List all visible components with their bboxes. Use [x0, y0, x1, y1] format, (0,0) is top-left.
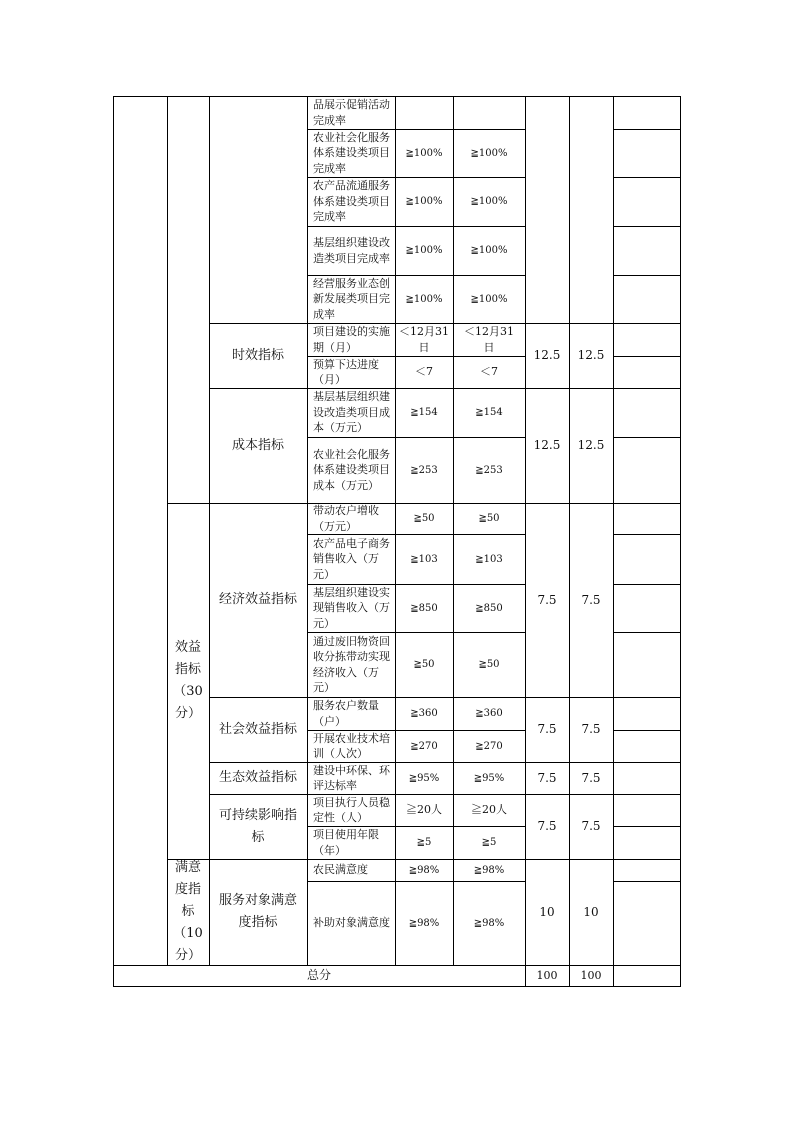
weight-value: 12.5	[533, 438, 561, 452]
remark-line	[613, 697, 680, 698]
target-value: ≧5	[416, 837, 432, 848]
remark-line	[613, 826, 680, 827]
score-value: 12.5	[577, 348, 605, 362]
table-border-left	[113, 96, 114, 987]
actual-value: ≧103	[475, 553, 503, 565]
target-value: ≧100%	[405, 293, 443, 305]
divider-col1	[167, 96, 168, 965]
target-value: ≧98%	[408, 864, 440, 876]
indicator-name: 经营服务业态创新发展类项目完成率	[313, 276, 390, 321]
target-value: ≧100%	[405, 147, 443, 159]
indicator-name: 农产品流通服务体系建设类项目完成率	[313, 179, 390, 224]
remark-line	[613, 177, 680, 178]
remark-line	[613, 881, 680, 882]
weight-value: 12.5	[533, 348, 561, 362]
total-score: 100	[580, 968, 602, 982]
indicator-name: 农产品电子商务销售收入（万元）	[313, 536, 390, 581]
weight-value: 7.5	[537, 770, 557, 785]
target-value: ≧50	[413, 513, 435, 524]
target-value: ≧850	[410, 602, 438, 614]
actual-value: ≧98%	[473, 917, 505, 929]
indicator-name: 品展示促销活动完成率	[313, 98, 390, 127]
actual-value: ≧50	[478, 513, 500, 524]
score-value: 7.5	[581, 722, 601, 736]
level1-benefit: 效益指标（30分）	[173, 640, 203, 721]
weight-value: 7.5	[537, 592, 557, 607]
target-value: ≧253	[410, 464, 438, 476]
actual-value: ≧100%	[470, 293, 508, 305]
remark-line	[613, 323, 680, 324]
actual-value: ＜12月31日	[464, 325, 514, 354]
remark-line	[613, 584, 680, 585]
actual-value: ≧20人	[471, 803, 507, 817]
actual-value: ≧360	[475, 708, 503, 719]
table-border-top	[113, 96, 681, 97]
indicator-name: 通过废旧物资回收分拣带动实现经济收入（万元）	[313, 634, 390, 694]
indicator-name: 项目建设的实施期（月）	[313, 325, 390, 354]
score-value: 12.5	[577, 438, 605, 452]
actual-value: ≧95%	[473, 772, 505, 784]
actual-value: ≧50	[478, 659, 500, 670]
target-value: ≧103	[410, 553, 438, 565]
remark-line	[613, 275, 680, 276]
level2-cost: 成本指标	[231, 437, 284, 453]
target-value: ≧95%	[408, 772, 440, 784]
indicator-name: 项目使用年限（年）	[313, 828, 379, 857]
actual-value: ≧253	[475, 464, 503, 476]
actual-value: ≧100%	[470, 196, 508, 207]
score-value: 7.5	[581, 770, 601, 785]
target-value: ＜12月31日	[399, 325, 449, 354]
remark-line	[613, 762, 680, 763]
indicator-name: 带动农户增收（万元）	[313, 504, 379, 533]
target-value: ≧100%	[405, 196, 443, 207]
actual-value: ≧100%	[470, 245, 508, 256]
score-value: 7.5	[581, 819, 601, 833]
remark-line	[613, 859, 680, 860]
table-border-bottom	[113, 986, 681, 987]
level2-ecological: 生态效益指标	[218, 770, 297, 785]
indicator-name: 农业社会化服务体系建设类项目完成率	[313, 130, 390, 175]
actual-value: ≧154	[475, 407, 503, 418]
remark-line	[613, 388, 680, 389]
target-value: ≧360	[410, 708, 438, 719]
remark-line	[613, 226, 680, 227]
total-weight: 100	[536, 968, 558, 982]
level2-economic: 经济效益指标	[218, 592, 297, 607]
table-border-right	[680, 96, 681, 987]
remark-line	[613, 129, 680, 130]
actual-value: ≧270	[475, 740, 503, 752]
indicator-name: 基层组织建设实现销售收入（万元）	[313, 585, 390, 630]
level2-sustainable: 可持续影响指标	[219, 807, 298, 845]
actual-value: ≧5	[481, 837, 497, 848]
remark-line	[613, 356, 680, 357]
target-value: ＜7	[415, 365, 433, 379]
remark-line	[613, 437, 680, 438]
weight-value: 7.5	[537, 722, 557, 736]
level1-satisfaction: 满意度指标（10分）	[173, 860, 203, 963]
remark-line	[613, 503, 680, 504]
indicator-name: 预算下达进度（月）	[313, 357, 379, 386]
score-value: 7.5	[581, 592, 601, 607]
indicator-name: 开展农业技术培训（人次）	[313, 731, 390, 760]
remark-line	[613, 794, 680, 795]
indicator-name: 服务农户数量（户）	[313, 699, 379, 728]
target-value: ≧100%	[405, 245, 443, 256]
divider-col8	[613, 96, 614, 987]
actual-value: ≧98%	[473, 864, 505, 876]
actual-value: ≧850	[475, 602, 503, 614]
score-value: 10	[583, 904, 599, 919]
indicator-name: 项目执行人员稳定性（人）	[313, 795, 390, 824]
weight-value: 10	[539, 904, 555, 919]
remark-line	[613, 534, 680, 535]
indicator-name: 补助对象满意度	[313, 916, 390, 930]
remark-line	[613, 730, 680, 731]
weight-value: 7.5	[537, 819, 557, 833]
target-value: ≧50	[413, 659, 435, 670]
target-value: ≧20人	[406, 803, 442, 817]
indicator-name: 农业社会化服务体系建设类项目成本（万元）	[313, 447, 390, 492]
actual-value: ＜7	[480, 365, 498, 379]
level2-timeliness: 时效指标	[231, 347, 284, 363]
indicator-name: 农民满意度	[313, 863, 368, 877]
target-value: ≧270	[410, 740, 438, 752]
remark-line	[613, 632, 680, 633]
actual-value: ≧100%	[470, 147, 508, 159]
target-value: ≧98%	[408, 917, 440, 929]
level2-service: 服务对象满意度指标	[218, 893, 297, 930]
indicator-name: 基层组织建设改造类项目完成率	[313, 236, 390, 265]
level2-social: 社会效益指标	[218, 721, 297, 737]
indicator-name: 基层基层组织建设改造类项目成本（万元）	[313, 390, 390, 435]
total-label: 总分	[306, 968, 331, 982]
indicator-name: 建设中环保、环评达标率	[313, 763, 390, 792]
target-value: ≧154	[410, 407, 438, 418]
